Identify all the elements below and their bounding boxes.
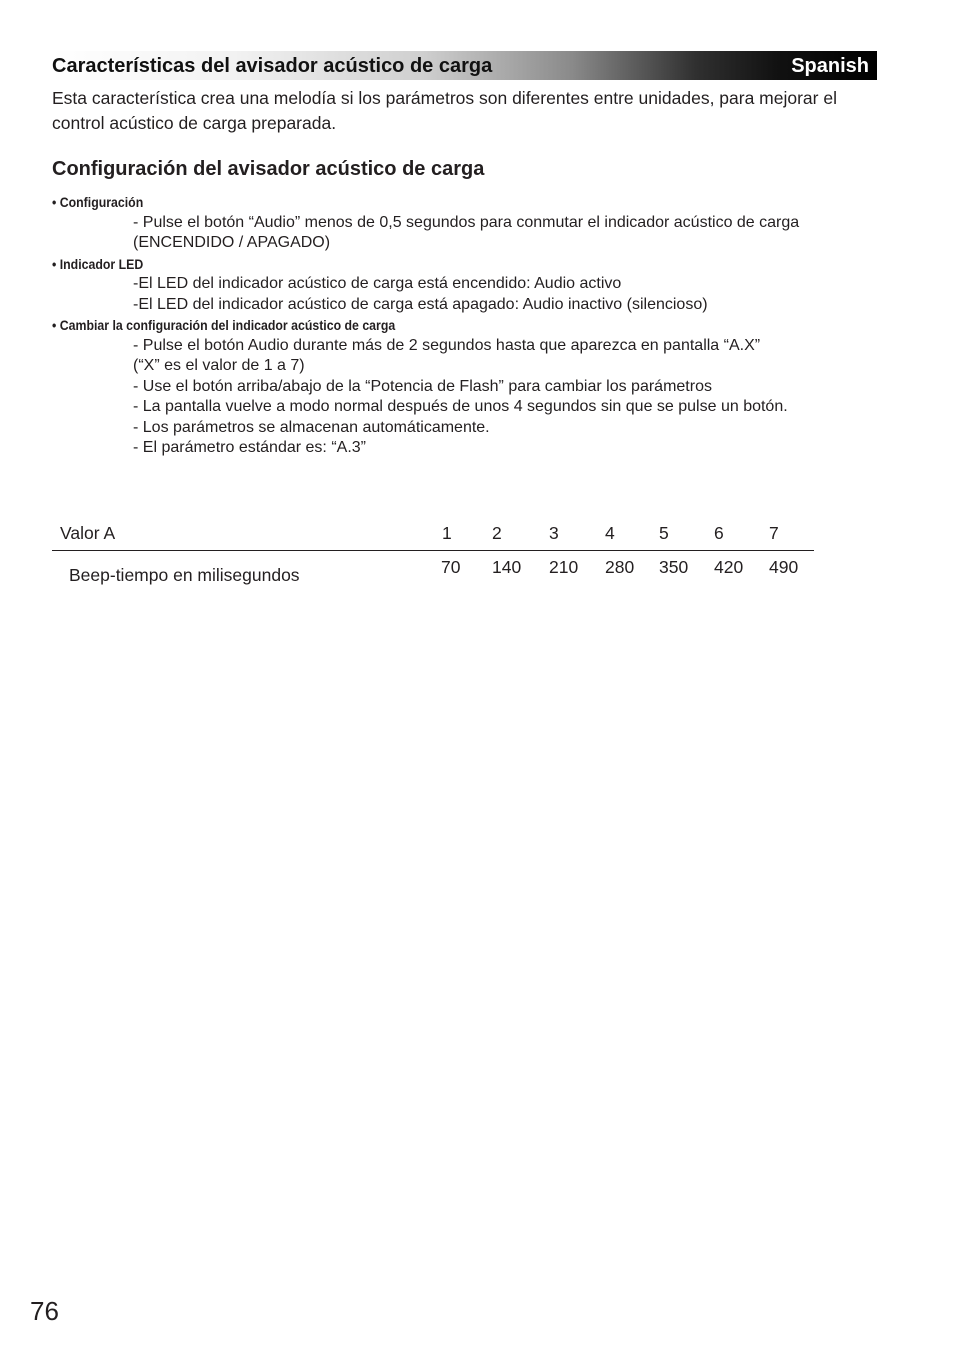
bullet-indicador-led [52,254,892,316]
table-row [52,551,814,591]
table-header-row [52,517,814,551]
page-number: 76 [30,1296,59,1326]
bullet-line: - El parámetro estándar es: “A.3” [133,439,366,456]
bullet-label: • Configuración [52,194,144,210]
bullet-label: • Indicador LED [52,255,144,272]
bullet-configuracion [52,192,892,254]
bullet-line: -El LED del indicador acústico de carga está encendido: Audio activo [133,275,622,292]
table-cell: 280 [605,557,635,577]
bullet-line: (“X” es el valor de 1 a 7) [133,357,305,374]
bullet-line: - La pantalla vuelve a modo normal después de unos 4 segundos sin que se pulse un botón. [133,398,788,415]
table-header-label: Valor A [60,523,116,543]
table-cell: 210 [549,557,579,577]
table-header-cell: 7 [769,523,779,543]
table-cell: 420 [714,557,744,577]
bullet-list [52,192,892,459]
section-title: Características del avisador acústico de carga [52,55,493,77]
table-row-label: Beep-tiempo en milisegundos [69,565,300,585]
table-header-cell: 5 [659,523,669,543]
bullet-line: - Los parámetros se almacenan automáticamente. [133,418,490,436]
bullet-line: - Pulse el botón “Audio” menos de 0,5 segundos para conmutar el indicador acústico de carga (ENCENDIDO / APAGADO) [133,213,800,251]
beep-time-table [52,517,814,591]
table-cell: 140 [492,557,522,577]
table-cell: 490 [769,557,799,577]
table-header-cell: 3 [549,523,559,543]
subsection-heading: Configuración del avisador acústico de carga [52,158,485,180]
intro-paragraph: Esta característica crea una melodía si los parámetros son diferentes entre unidades, para mejorar el control acústico de carga preparada. [52,88,837,133]
bullet-label: • Cambiar la configuración del indicador acústico de carga [52,317,396,333]
bullet-line: - Use el botón arriba/abajo de la “Potencia de Flash” para cambiar los parámetros [133,377,712,395]
bullet-cambiar-configuracion [52,315,892,459]
table-header-cell: 1 [442,523,452,543]
table-header-cell: 2 [492,523,502,543]
table-header-cell: 4 [605,523,615,543]
table-header-cell: 6 [714,523,724,543]
language-label: Spanish [791,55,869,77]
table-cell: 350 [659,557,689,577]
section-header-bar [52,51,877,80]
bullet-line: - Pulse el botón Audio durante más de 2 segundos hasta que aparezca en pantalla “A.X” [133,336,761,354]
bullet-line: -El LED del indicador acústico de carga está apagado: Audio inactivo (silencioso) [133,295,708,313]
table-cell: 70 [441,557,461,577]
